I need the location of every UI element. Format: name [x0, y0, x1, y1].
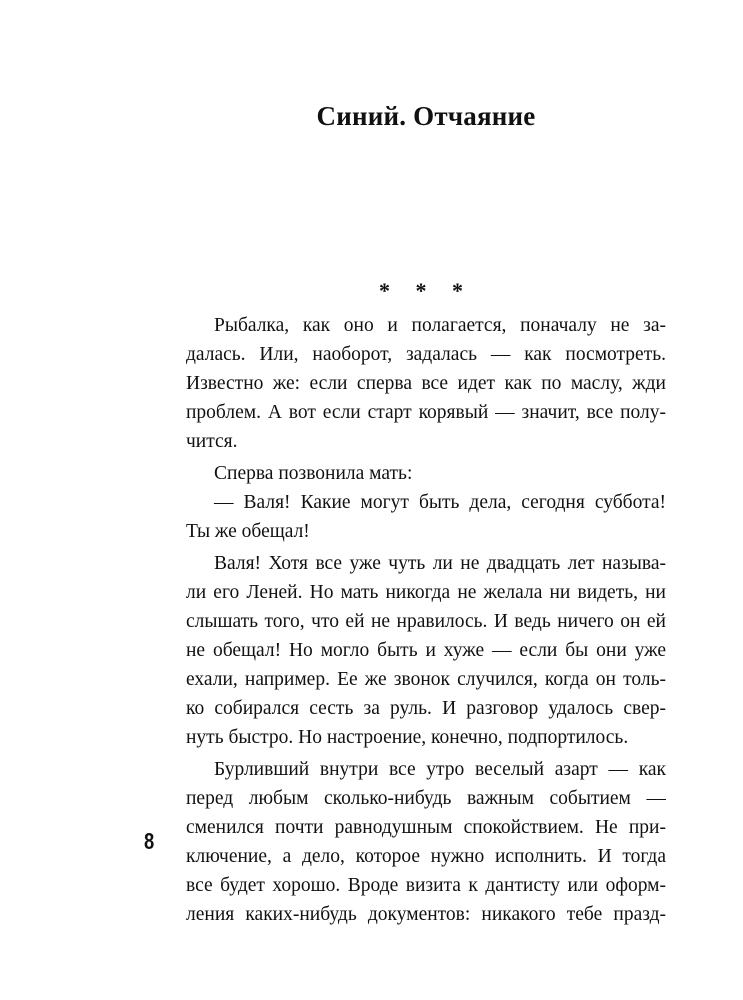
text-line: нуть быстро. Но настроение, конечно, подпортилось. [186, 727, 629, 748]
text-line: Валя! Хотя все уже чуть ли не двадцать лет называ- [214, 553, 666, 574]
text-line: Ты же обещал! [186, 521, 310, 542]
text-line: чится. [186, 431, 238, 452]
paragraph [186, 549, 666, 752]
text-line: сменился почти равнодушным спокойствием. Не при- [186, 817, 666, 838]
text-line: перед любым сколько-нибудь важным событием — [186, 788, 666, 809]
chapter-title: Синий. Отчаяние [316, 101, 536, 131]
paragraph [186, 459, 666, 488]
text-line: слышать того, что ей не нравилось. И ведь ничего он ей [186, 611, 666, 632]
text-line: ли его Леней. Но мать никогда не желала ни видеть, ни [186, 582, 666, 603]
text-line: ко собирался сесть за руль. И разговор удалось свер- [186, 698, 666, 719]
text-line: не обещал! Но могло быть и хуже — если бы они уже [186, 640, 666, 661]
paragraph [186, 488, 666, 546]
text-line: ления каких-нибудь документов: никакого тебе празд- [186, 904, 666, 925]
text-line: проблем. А вот если старт корявый — значит, все полу- [186, 402, 666, 423]
section-separator: * * * [379, 278, 473, 303]
text-line: ключение, а дело, которое нужно исполнить. И тогда [186, 846, 666, 867]
text-line: Известно же: если сперва все идет как по маслу, жди [186, 373, 666, 394]
text-line: далась. Или, наоборот, задалась — как посмотреть. [186, 344, 666, 365]
paragraph [186, 311, 666, 456]
text-line: Рыбалка, как оно и полагается, поначалу не за- [214, 315, 666, 336]
paragraph [186, 755, 666, 929]
page-number: 8 [144, 828, 155, 854]
body-text [186, 311, 666, 929]
text-line: ехали, например. Ее же звонок случился, когда он толь- [186, 669, 666, 690]
text-line: Сперва позвонила мать: [214, 463, 413, 484]
text-line: — Валя! Какие могут быть дела, сегодня суббота! [214, 492, 666, 513]
text-line: Бурливший внутри все утро веселый азарт — как [214, 759, 666, 780]
text-line: все будет хорошо. Вроде визита к дантисту или оформ- [186, 875, 666, 896]
